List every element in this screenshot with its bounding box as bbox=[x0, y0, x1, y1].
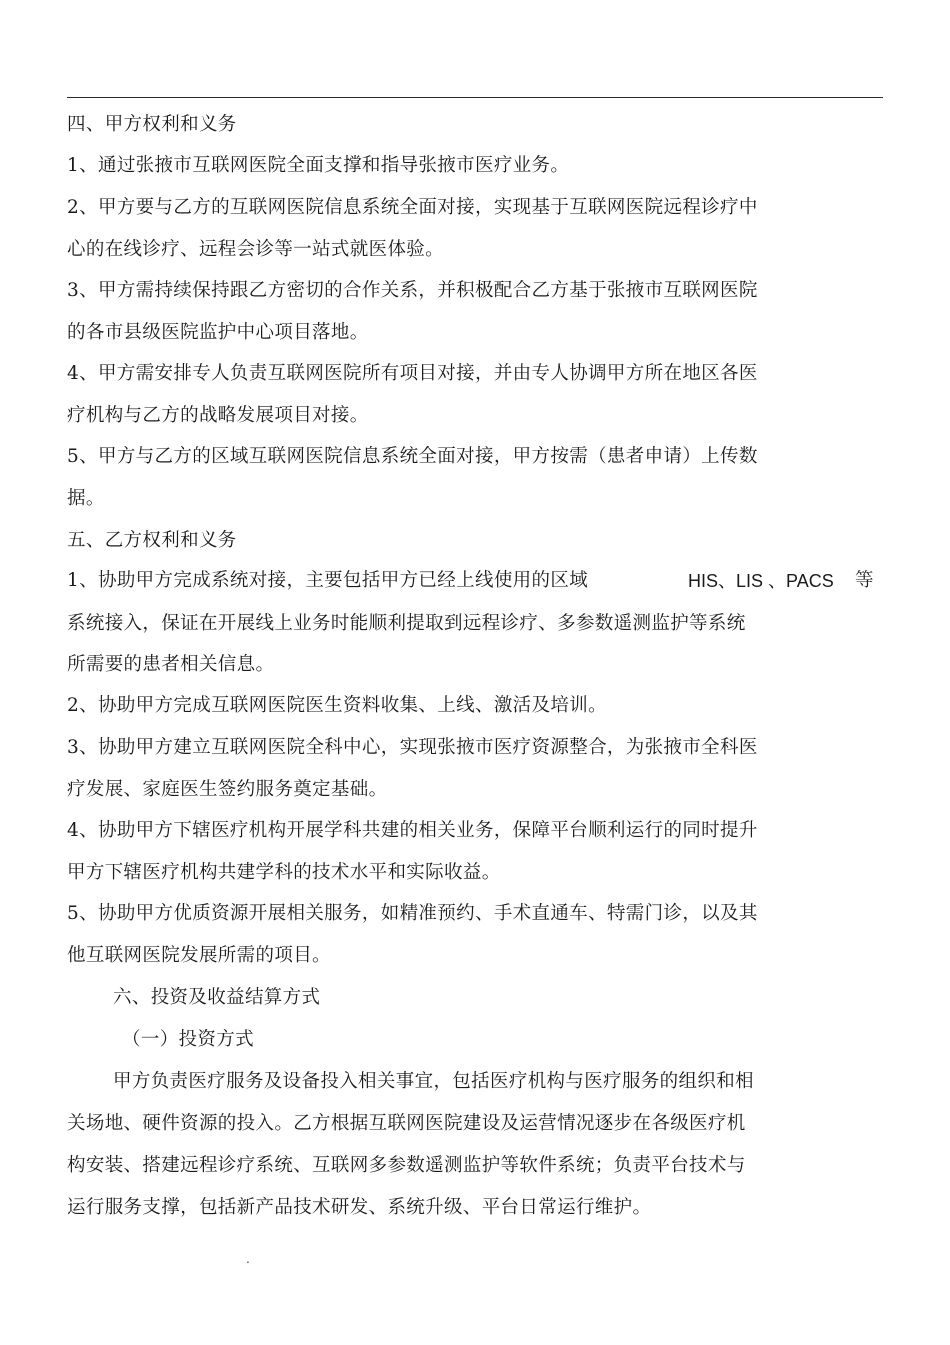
section-5-item-5-line-1: 5、协助甲方优质资源开展相关服务，如精准预约、手术直通车、特需门诊，以及其 bbox=[67, 903, 758, 924]
investment-paragraph-line-1: 甲方负责医疗服务及设备投入相关事宜，包括医疗机构与医疗服务的组织和相 bbox=[113, 1071, 754, 1092]
section-5-item-1-line-2: 系统接入，保证在开展线上业务时能顺利提取到远程诊疗、多参数遥测监护等系统 bbox=[67, 613, 746, 634]
section-5-heading: 五、乙方权利和义务 bbox=[67, 530, 237, 551]
section-5-item-1-text-a: 1、协助甲方完成系统对接，主要包括甲方已经上线使用的区域 bbox=[67, 570, 589, 591]
section-4-item-2-line-2: 心的在线诊疗、远程会诊等一站式就医体验。 bbox=[67, 239, 445, 260]
section-5-item-4-line-1: 4、协助甲方下辖医疗机构开展学科共建的相关业务，保障平台顺利运行的同时提升 bbox=[67, 820, 758, 841]
section-5-item-3-line-2: 疗发展、家庭医生签约服务奠定基础。 bbox=[67, 779, 388, 800]
section-4-item-1: 1、通过张掖市互联网医院全面支撑和指导张掖市医疗业务。 bbox=[67, 155, 570, 176]
section-4-heading: 四、甲方权利和义务 bbox=[67, 114, 237, 135]
system-names: HIS、LIS 、PACS bbox=[688, 571, 834, 591]
header-rule bbox=[67, 97, 883, 98]
section-6-subheading-1: （一）投资方式 bbox=[122, 1029, 254, 1050]
section-4-item-4-line-1: 4、甲方需安排专人负责互联网医院所有项目对接，并由专人协调甲方所在地区各医 bbox=[67, 363, 758, 384]
section-5-item-3-line-1: 3、协助甲方建立互联网医院全科中心，实现张掖市医疗资源整合，为张掖市全科医 bbox=[67, 737, 758, 758]
section-5-item-2: 2、协助甲方完成互联网医院医生资料收集、上线、激活及培训。 bbox=[67, 695, 607, 716]
section-6-heading: 六、投资及收益结算方式 bbox=[113, 987, 321, 1008]
section-5-item-1-text-c: 等 bbox=[855, 570, 874, 591]
footer-mark: . bbox=[246, 1252, 250, 1266]
section-5-item-1-line-3: 所需要的患者相关信息。 bbox=[67, 654, 275, 675]
section-5-item-5-line-2: 他互联网医院发展所需的项目。 bbox=[67, 945, 331, 966]
section-4-item-3-line-1: 3、甲方需持续保持跟乙方密切的合作关系，并积极配合乙方基于张掖市互联网医院 bbox=[67, 280, 758, 301]
investment-paragraph-line-3: 构安装、搭建远程诊疗系统、互联网多参数遥测监护等软件系统；负责平台技术与 bbox=[67, 1155, 746, 1176]
investment-paragraph-line-2: 关场地、硬件资源的投入。乙方根据互联网医院建设及运营情况逐步在各级医疗机 bbox=[67, 1113, 746, 1134]
section-4-item-5-line-1: 5、甲方与乙方的区域互联网医院信息系统全面对接，甲方按需（患者申请）上传数 bbox=[67, 446, 758, 467]
section-4-item-3-line-2: 的各市县级医院监护中心项目落地。 bbox=[67, 322, 369, 343]
investment-paragraph-line-4: 运行服务支撑，包括新产品技术研发、系统升级、平台日常运行维护。 bbox=[67, 1197, 652, 1218]
section-5-item-4-line-2: 甲方下辖医疗机构共建学科的技术水平和实际收益。 bbox=[67, 862, 501, 883]
section-4-item-2-line-1: 2、甲方要与乙方的互联网医院信息系统全面对接，实现基于互联网医院远程诊疗中 bbox=[67, 197, 758, 218]
section-5-item-1-line-1 bbox=[67, 568, 588, 594]
section-4-item-4-line-2: 疗机构与乙方的战略发展项目对接。 bbox=[67, 405, 369, 426]
section-4-item-5-line-2: 据。 bbox=[67, 488, 105, 509]
